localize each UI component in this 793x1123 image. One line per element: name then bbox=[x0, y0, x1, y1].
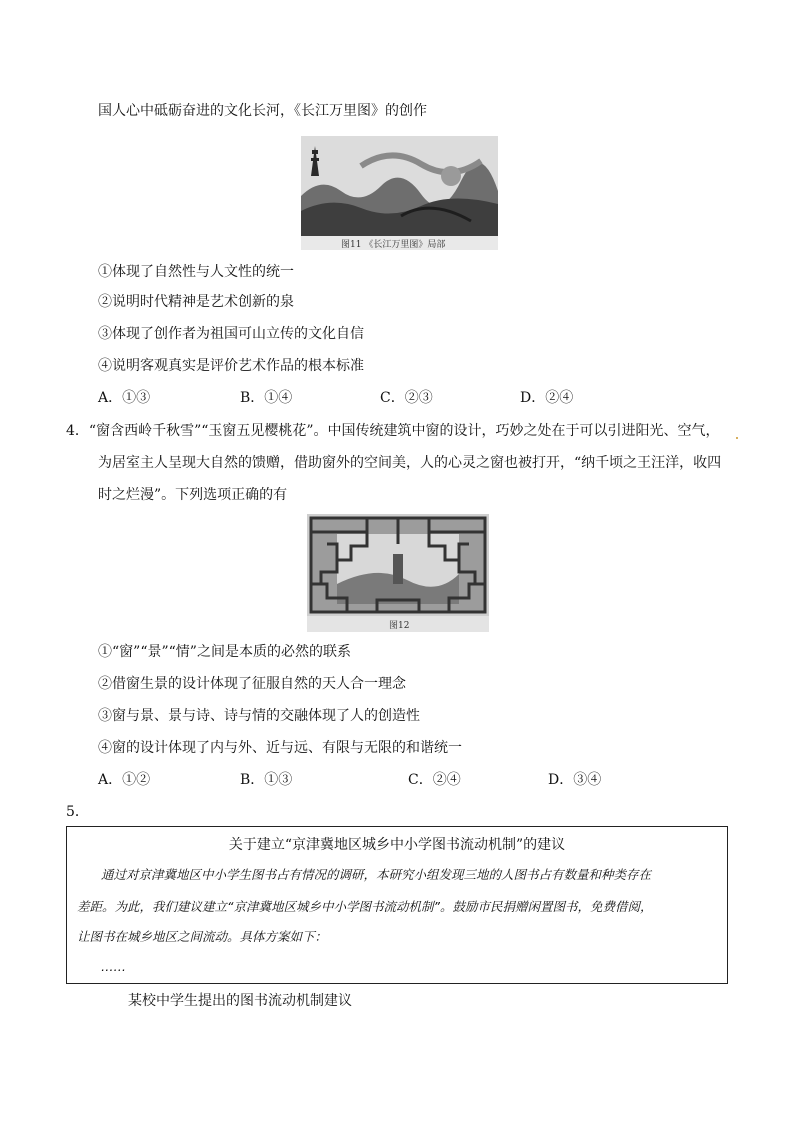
window-lattice-image bbox=[307, 514, 489, 616]
q3-option-3: ③体现了创作者为祖国可山立传的文化自信 bbox=[98, 326, 364, 342]
q4-stem-line-1: 4．“窗含西岭千秋雪”“玉窗五见樱桃花”。中国传统建筑中窗的设计，巧妙之处在于可以引进阳光、空气， bbox=[66, 423, 720, 439]
q4-stem-line-2: 为居室主人呈现大自然的馈赠，借助窗外的空间美，人的心灵之窗也被打开，“纳千顷之王汪洋，收四 bbox=[98, 455, 722, 471]
stray-mark bbox=[736, 437, 738, 439]
q5-proposal-box bbox=[66, 826, 728, 984]
q5-caption: 某校中学生提出的图书流动机制建议 bbox=[128, 993, 352, 1009]
q4-option-3: ③窗与景、景与诗、诗与情的交融体现了人的创造性 bbox=[98, 708, 420, 724]
q4-choice-d: D．③④ bbox=[548, 772, 602, 788]
q4-choice-b: B．①③ bbox=[240, 772, 293, 788]
q3-choice-c: C．②③ bbox=[380, 390, 433, 406]
q3-choice-d: D．②④ bbox=[520, 390, 574, 406]
landscape-painting-image bbox=[301, 136, 498, 236]
q3-stem-tail: 国人心中砥砺奋进的文化长河，《长江万里图》的创作 bbox=[98, 103, 427, 119]
q5-box-title: 关于建立“京津冀地区城乡中小学图书流动机制”的建议 bbox=[228, 837, 566, 853]
q5-box-line-2: 差距。为此，我们建议建立“京津冀地区城乡中小学图书流动机制”。鼓励市民捐赠闲置图书，免费借阅， bbox=[77, 899, 653, 914]
q4-option-4: ④窗的设计体现了内与外、近与远、有限与无限的和谐统一 bbox=[98, 740, 462, 756]
q3-figure-caption: 图11 《长江万里图》局部 bbox=[341, 240, 446, 250]
q5-box-ellipsis: …… bbox=[101, 959, 126, 974]
q3-figure-yangtze-painting bbox=[301, 136, 498, 250]
q4-figure-caption: 图12 bbox=[389, 621, 410, 631]
q3-option-2: ②说明时代精神是艺术创新的泉 bbox=[98, 294, 294, 310]
q4-option-2: ②借窗生景的设计体现了征服自然的天人合一理念 bbox=[98, 676, 406, 692]
q5-number: 5． bbox=[66, 804, 89, 820]
q3-option-1: ①体现了自然性与人文性的统一 bbox=[98, 264, 294, 280]
q4-figure-window bbox=[307, 514, 489, 632]
q3-option-4: ④说明客观真实是评价艺术作品的根本标准 bbox=[98, 358, 364, 374]
q4-option-1: ①“窗”“景”“情”之间是本质的必然的联系 bbox=[98, 644, 351, 660]
q5-box-line-3: 让图书在城乡地区之间流动。具体方案如下： bbox=[77, 929, 328, 944]
q3-choice-b: B．①④ bbox=[240, 390, 293, 406]
q3-choice-a: A．①③ bbox=[98, 390, 151, 406]
q4-stem-line-3: 时之烂漫”。下列选项正确的有 bbox=[98, 487, 288, 503]
q4-choice-a: A．①② bbox=[98, 772, 151, 788]
q5-box-line-1: 通过对京津冀地区中小学生图书占有情况的调研，本研究小组发现三地的人图书占有数量和种类存在 bbox=[101, 867, 652, 882]
q4-choice-c: C．②④ bbox=[408, 772, 461, 788]
